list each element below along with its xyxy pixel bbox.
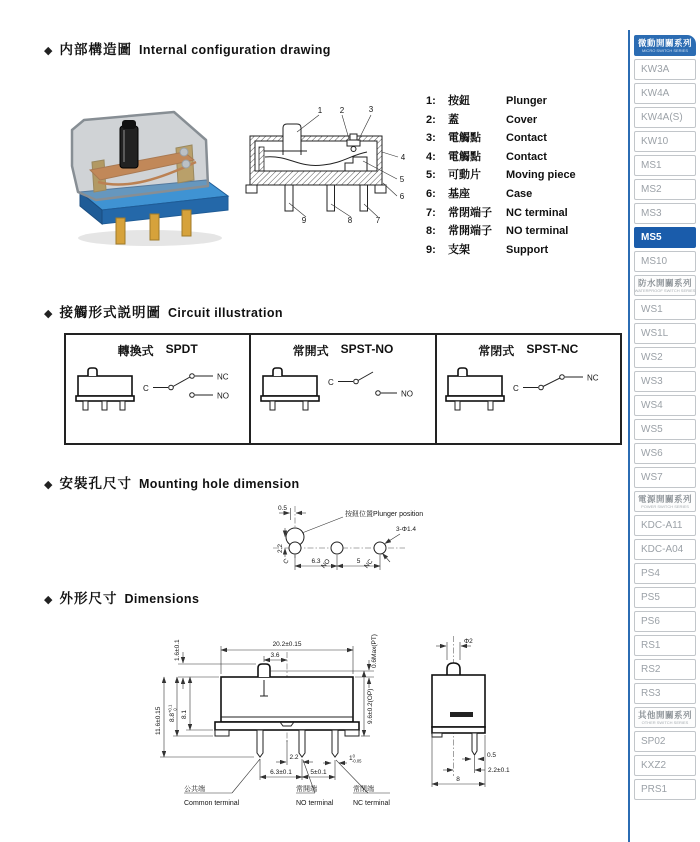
switch-symbol-spdt [75,362,137,414]
dim-tolerance-lower: -0.05 [351,758,362,764]
hole-label-no: NO [320,557,332,570]
part-number: 7: [426,206,436,219]
diamond-icon: ◆ [44,45,53,57]
circuit-cell-spdt [66,335,251,443]
diamond-icon: ◆ [44,479,53,491]
section-title-en: Internal configuration drawing [138,43,331,57]
parts-list-row [426,148,576,167]
circuit-cell-title [118,342,198,359]
plunger-position-label: 按鈕位置Plunger position [345,511,424,518]
sidebar-item-ps4[interactable] [634,563,696,584]
part-number: 9: [426,243,436,256]
section-title-en: Dimensions [124,592,200,606]
sidebar-item-label: WS3 [641,376,663,387]
sidebar-item-label: PS6 [641,616,660,627]
sidebar-header-zh: 微動開關系列 [637,37,692,48]
sidebar-item-ms1[interactable] [634,155,696,176]
terminal-label-c: C [327,378,334,387]
dim-tolerance-upper: +0.1 [167,704,173,713]
circuit-cell-body [75,362,241,414]
dim-depth: 8 [456,776,460,783]
dim-plunger-height: 1.6±0.1 [174,639,181,661]
dim-value: 1 [349,755,353,762]
sidebar-item-sp02[interactable] [634,731,696,752]
circuit-cell-body [260,362,426,414]
parts-list-row [426,166,576,185]
sidebar-item-label: MS5 [641,232,662,243]
section-title-zh: 接觸形式説明圖 [59,305,161,320]
mounting-hole-drawing [263,500,495,588]
terminal-label-no: NO [216,391,229,401]
parts-list-row [426,111,576,130]
sidebar-section-header [634,491,696,512]
part-name-zh: 電觸點 [448,132,481,145]
part-name-en: Case [506,187,533,200]
terminal-label-c: C [513,384,520,393]
hole-label-c: C [282,557,291,566]
terminal-label-c: C [142,384,149,393]
dim-no-nc: 5 [356,558,361,565]
circuit-cell-title [478,342,578,359]
dim-c-no: 6.3 [311,558,321,565]
section-title-zh: 内部構造圖 [59,42,132,57]
sidebar-header-zh: 防水開關系列 [637,277,692,288]
part-name-zh: 電觸點 [448,150,481,163]
part-name-zh: 常閉端子 [448,206,492,219]
sidebar-item-ws2[interactable] [634,347,696,368]
section-title-dimensions [44,587,199,607]
part-number: 5: [426,169,436,182]
part-name-zh: 蓋 [448,113,459,126]
dim-plunger-diameter: Φ2 [464,638,473,645]
sidebar-item-label: WS5 [641,424,663,435]
sidebar-header-en: POWER SWITCH SERIES [641,503,689,509]
part-number: 1: [426,95,436,107]
sidebar-item-ws3[interactable] [634,371,696,392]
circuit-title-zh: 常閉式 [478,344,515,358]
sidebar-item-label: KW4A(S) [641,112,683,123]
sidebar-item-label: RS1 [641,640,661,651]
sidebar-header-zh: 電源開關系列 [637,493,692,504]
no-terminal-zh: 常開端 [296,786,317,793]
sidebar-section-header [634,275,696,296]
dim-height-81: 8.1 [181,709,188,719]
part-name-zh: 可動片 [448,169,481,182]
common-terminal-en: Common terminal [184,800,240,807]
dim-pretravel: 0.6Max(PT) [371,634,378,668]
sidebar-item-label: WS7 [641,472,663,483]
sidebar-item-ws4[interactable] [634,395,696,416]
circuit-cell-spst-no [251,335,436,443]
switch-symbol-spst-no [260,362,322,414]
part-name-en: NO terminal [506,225,569,238]
dim-pitch-c-no: 6.3±0.1 [270,769,292,776]
side-view-drawing [418,626,533,816]
part-name-en: Contact [506,132,547,145]
nc-terminal-en: NC terminal [353,800,390,807]
callout-2: 2 [339,106,345,115]
sidebar-header-en: WATERPROOF SWITCH SERIES [634,287,696,293]
diamond-icon: ◆ [44,594,53,606]
section-title-zh: 安裝孔尺寸 [59,476,132,491]
dim-pin-offset: 2.2±0.1 [488,767,510,774]
circuit-table [64,333,622,445]
callout-4: 4 [400,153,406,162]
dim-tolerance-upper: 0 [352,753,355,759]
circuit-title-zh: 轉換式 [117,344,154,358]
terminal-label-nc: NC [587,373,599,383]
parts-list-row [426,185,576,204]
sidebar-item-label: MS10 [641,256,668,267]
sidebar-item-ws1[interactable] [634,299,696,320]
section-title-en: Circuit illustration [167,306,283,320]
part-name-en: Contact [506,150,547,163]
sidebar-item-rs1[interactable] [634,635,696,656]
sidebar-item-rs2[interactable] [634,659,696,680]
sidebar-item-ms3[interactable] [634,203,696,224]
part-name-en: Moving piece [506,169,576,182]
sidebar-item-ws6[interactable] [634,443,696,464]
part-number: 8: [426,225,436,238]
sidebar-section-header [634,707,696,728]
sidebar-item-ws5[interactable] [634,419,696,440]
sidebar-item-ps5[interactable] [634,587,696,608]
circuit-diagram-spst-no [326,363,426,413]
dim-pitch-no-nc: 5±0.1 [310,769,327,776]
sidebar-item-kdca04[interactable] [634,539,696,560]
callout-7: 7 [375,216,381,225]
common-terminal-zh: 公共端 [184,786,205,793]
callout-5: 5 [399,175,405,184]
dim-plunger-offset: 3.6 [270,652,280,659]
hole-label-nc: NC [363,558,375,570]
part-name-en: NC terminal [506,206,568,219]
circuit-cell-title [293,342,394,359]
sidebar-item-kw3a[interactable] [634,59,696,80]
sidebar-header-en: MICRO SWITCH SERIES [641,47,688,53]
sidebar-header-zh: 其他開關系列 [637,709,692,720]
internal-3d-photo [58,104,240,250]
circuit-diagram-spst-nc [511,363,611,413]
dim-pin-offset: 2.2 [289,754,299,761]
terminal-label-no: NO [400,389,413,399]
sidebar-item-kw4as[interactable] [634,107,696,128]
part-name-zh: 支架 [448,243,470,256]
sidebar-item-label: PS5 [641,592,660,603]
sidebar-item-kxz2[interactable] [634,755,696,776]
sidebar-item-ms2[interactable] [634,179,696,200]
part-name-zh: 基座 [448,187,470,200]
parts-list-row [426,129,576,148]
diamond-icon: ◆ [44,308,53,320]
section-title-zh: 外形尺寸 [59,591,118,606]
parts-list-row [426,204,576,223]
sidebar-item-label: RS3 [641,688,661,699]
sidebar-item-kdca11[interactable] [634,515,696,536]
part-number: 2: [426,113,436,126]
sidebar-item-label: MS1 [641,160,662,171]
dim-body-width: 20.2±0.15 [272,641,302,648]
part-number: 4: [426,150,436,163]
section-title-circuit [44,301,283,321]
part-number: 6: [426,187,436,200]
sidebar-item-label: KDC-A04 [641,544,684,555]
part-name-zh: 按鈕 [448,95,470,107]
circuit-cell-spst-nc [437,335,620,443]
dim-value: 8.8 [169,712,176,722]
callout-9: 9 [301,216,307,225]
sidebar-item-label: WS1 [641,304,663,315]
sidebar-item-label: KXZ2 [641,760,667,771]
dim-plunger-offset: 0.5 [277,505,287,512]
switch-symbol-spst-nc [445,362,507,414]
sidebar-section-header [634,35,696,56]
circuit-title-en: SPDT [165,342,198,356]
sidebar-item-label: WS6 [641,448,663,459]
sidebar-item-label: PRS1 [641,784,668,795]
parts-list-row [426,222,576,241]
sidebar-item-label: KW10 [641,136,669,147]
sidebar-item-label: RS2 [641,664,661,675]
parts-list-row [426,92,576,111]
circuit-diagram-spdt [141,363,241,413]
dim-vertical: 2.2 [277,543,284,553]
part-name-zh: 常開端子 [448,225,492,238]
nc-terminal-zh: 常閉端 [353,786,374,793]
dim-tolerance-lower: 0 [172,708,178,711]
sidebar-item-kw10[interactable] [634,131,696,152]
dim-total-height: 11.6±0.15 [155,706,162,735]
circuit-title-en: SPST-NO [340,342,394,356]
sidebar-item-label: WS2 [641,352,663,363]
callout-3: 3 [368,105,374,114]
sidebar-item-ps6[interactable] [634,611,696,632]
sidebar-item-kw4a[interactable] [634,83,696,104]
parts-list-row [426,241,576,260]
sidebar-item-label: PS4 [641,568,660,579]
front-view-drawing [150,610,424,816]
sidebar-header-en: OTHER SWITCH SERIES [641,719,689,725]
sidebar-item-label: KW4A [641,88,670,99]
sidebar-item-label: MS3 [641,208,662,219]
circuit-title-zh: 常開式 [292,344,329,358]
series-sidebar [628,30,700,842]
sidebar-item-label: KDC-A11 [641,520,683,531]
no-terminal-en: NO terminal [296,800,334,807]
dim-pin-width [349,754,362,764]
circuit-cell-body [445,362,611,414]
part-name-en: Support [506,243,549,256]
sidebar-item-ms5[interactable] [634,227,696,248]
callout-8: 8 [347,216,353,225]
sidebar-item-label: WS1L [641,328,669,339]
cross-section-drawing [235,93,427,245]
parts-list [426,92,576,259]
dim-op-height: 9.6±0.2(OP) [367,688,374,724]
sidebar-item-label: WS4 [641,400,663,411]
circuit-title-en: SPST-NC [526,342,579,356]
section-title-en: Mounting hole dimension [138,477,300,491]
holes-spec-label: 3-Φ1.4 [396,526,417,533]
sidebar-item-label: MS2 [641,184,662,195]
section-title-mounting [44,472,300,492]
sidebar-item-ms10[interactable] [634,251,696,272]
part-name-en: Cover [506,113,538,126]
sidebar-item-ws7[interactable] [634,467,696,488]
callout-1: 1 [317,106,323,115]
section-title-internal [44,38,331,58]
sidebar-item-ws1l[interactable] [634,323,696,344]
terminal-label-nc: NC [216,372,229,382]
callout-6: 6 [399,192,405,201]
dim-height-88 [168,704,178,722]
part-name-en: Plunger [506,95,547,107]
sidebar-item-rs3[interactable] [634,683,696,704]
sidebar-item-prs1[interactable] [634,779,696,800]
sidebar-item-label: KW3A [641,64,670,75]
dim-pin-thickness: 0.5 [487,752,497,759]
sidebar-item-label: SP02 [641,736,666,747]
part-number: 3: [426,132,436,145]
